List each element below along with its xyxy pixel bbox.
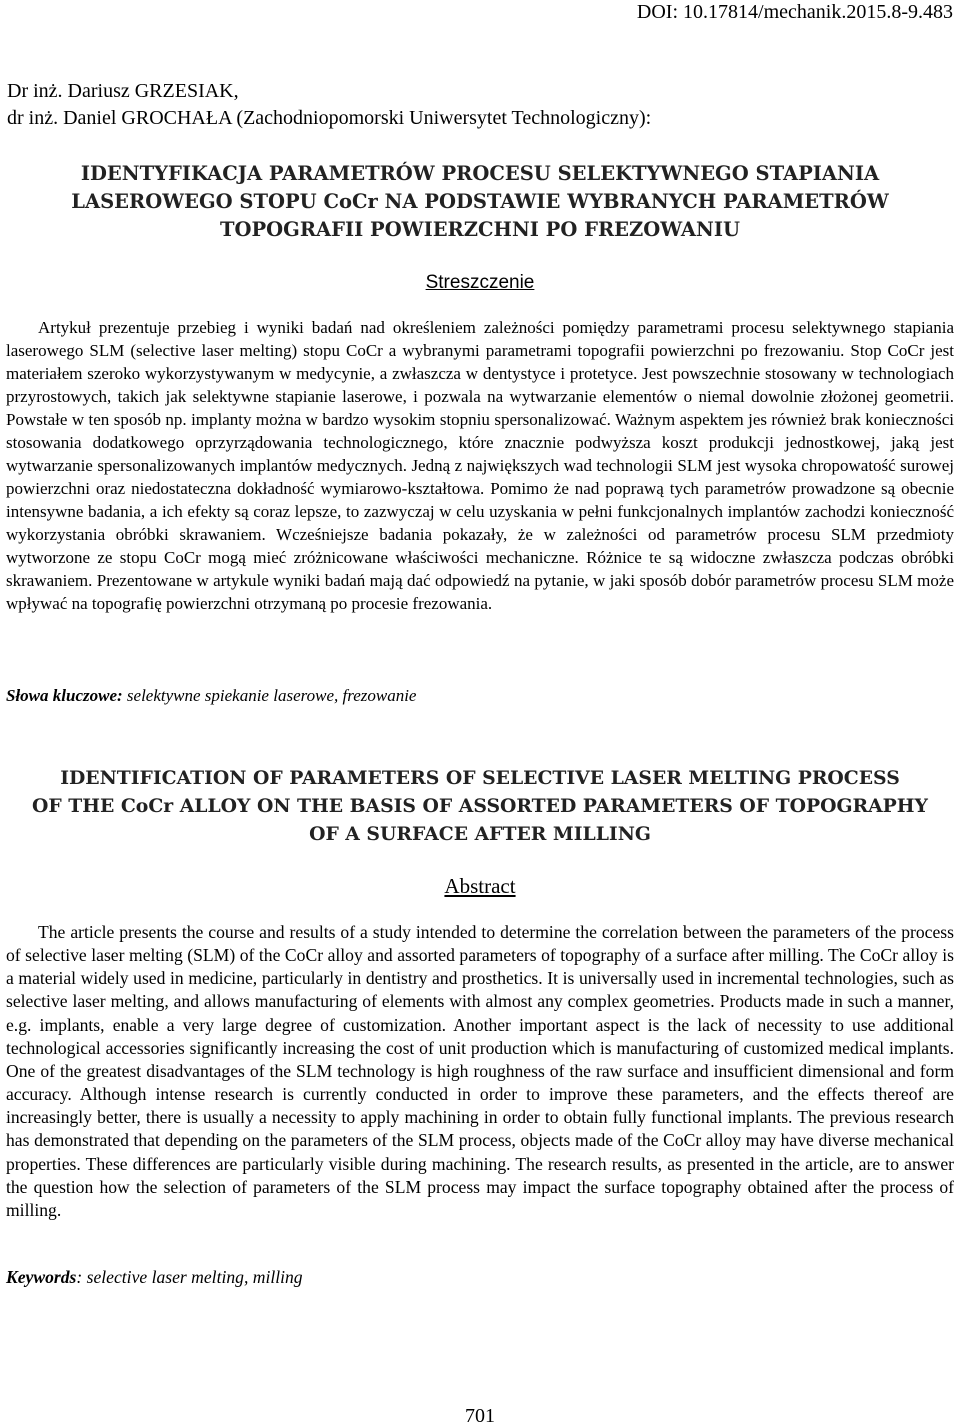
polish-abstract-text: Artykuł prezentuje przebieg i wyniki badań nad określeniem zależności pomiędzy parametrami procesu selektywnego stapiania laserowego SLM (selective laser melting) stopu CoCr a wybranymi parametrami topografii powierzchni po frezowaniu. Stop CoCr jest materiałem szeroko wykorzystywanym w medycynie, a zwłaszcza w dentystyce i protetyce. Jest powszechnie stosowany w technologiach przyrostowych, takich jak selektywne stapianie laserowe, i pozwala na wytwarzanie elementów o niemal dowolnie złożonej geometrii. Powstałe w ten sposób np. implanty można w bardzo wysokim stopniu spersonalizować. Ważnym aspektem jes również brak konieczności stosowania dodatkowego oprzyrządowania technologicznego, które znacznie podwyższa koszt produkcji jednostkowej, jaką jest wytwarzanie spersonalizowanych implantów medycznych. Jedną z największych wad technologii SLM jest wysoka chropowatość surowej powierzchni oraz niedostateczna dokładność wymiarowo-kształtowa. Pomimo że nad poprawą tych parametrów prowadzone są obecnie intensywne badania, a ich efekty są coraz lepsze, to zazwyczaj w celu uzyskania w pełni funkcjonalnych implantów zachodzi konieczność wykorzystania obróbki skrawaniem. Wcześniejsze badania pokazały, że w zależności od parametrów procesu SLM przedmioty wytworzone ze stopu CoCr mogą mieć zróżnicowane właściwości mechaniczne. Różnice te są widoczne zwłaszcza podczas obróbki skrawaniem. Prezentowane w artykule wyniki badań mają dać odpowiedź na pytanie, w jaki sposób dobór parametrów procesu SLM może wpływać na topografię powierzchni otrzymaną po procesie frezowania. xyxy=(6,318,954,613)
polish-title-line-1: IDENTYFIKACJA PARAMETRÓW PROCESU SELEKTYWNEGO STAPIANIA xyxy=(80,162,880,185)
polish-abstract-body xyxy=(6,316,954,615)
english-title-line-3: OF A SURFACE AFTER MILLING xyxy=(309,823,651,845)
polish-title xyxy=(0,160,960,244)
english-title-line-1: IDENTIFICATION OF PARAMETERS OF SELECTIVE LASER MELTING PROCESS xyxy=(60,767,900,789)
english-keywords-label: Keywords xyxy=(6,1267,77,1287)
author-line-1: Dr inż. Dariusz GRZESIAK, xyxy=(7,80,239,102)
english-abstract-body xyxy=(6,921,954,1222)
polish-title-line-2: LASEROWEGO STOPU CoCr NA PODSTAWIE WYBRANYCH PARAMETRÓW xyxy=(71,190,889,213)
author-line-2: dr inż. Daniel GROCHAŁA (Zachodniopomorski Uniwersytet Technologiczny): xyxy=(7,107,652,129)
author-block xyxy=(7,78,651,132)
polish-title-line-3: TOPOGRAFII POWIERZCHNI PO FREZOWANIU xyxy=(220,218,740,241)
polish-abstract-heading: Streszczenie xyxy=(425,272,535,293)
polish-keywords xyxy=(6,684,416,708)
english-title xyxy=(0,764,960,848)
english-title-line-2: OF THE CoCr ALLOY ON THE BASIS OF ASSORTED PARAMETERS OF TOPOGRAPHY xyxy=(32,795,928,817)
polish-keywords-text: selektywne spiekanie laserowe, frezowanie xyxy=(122,686,417,705)
page-number: 701 xyxy=(465,1405,495,1427)
polish-keywords-label: Słowa kluczowe: xyxy=(6,686,123,705)
doi-header: DOI: 10.17814/mechanik.2015.8-9.483 xyxy=(636,1,953,23)
english-keywords xyxy=(6,1265,303,1289)
english-keywords-text: : selective laser melting, milling xyxy=(76,1267,303,1287)
english-abstract-text: The article presents the course and results of a study intended to determine the correlation between the parameters of the process of selective laser melting (SLM) of the CoCr alloy and assorted parameters of topography of a surface after milling. The CoCr alloy is a material widely used in medicine, particularly in dentistry and prosthetics. It is universally used in incremental technologies, such as selective laser melting, and allows manufacturing of elements with almost any complex geometries. Products made in such a manner, e.g. implants, enable a very large degree of customization. Another important aspect is the lack of necessity to use additional technological accessories significantly increasing the cost of unit production which is manufacturing of customized medical implants. One of the greatest disadvantages of the SLM technology is high roughness of the raw surface and insufficient dimensional and form accuracy. Although intense research is currently conducted in order to improve these parameters, and the effects thereof are increasingly better, there is usually a necessity to apply machining in order to obtain fully functional implants. The previous research has demonstrated that depending on the parameters of the SLM process, objects made of the CoCr alloy may have diverse mechanical properties. These differences are particularly visible during machining. The research results, as presented in the article, are to answer the question how the selection of parameters of the SLM process may impact the surface topography obtained after the process of milling. xyxy=(6,922,954,1220)
english-abstract-heading: Abstract xyxy=(444,874,516,898)
